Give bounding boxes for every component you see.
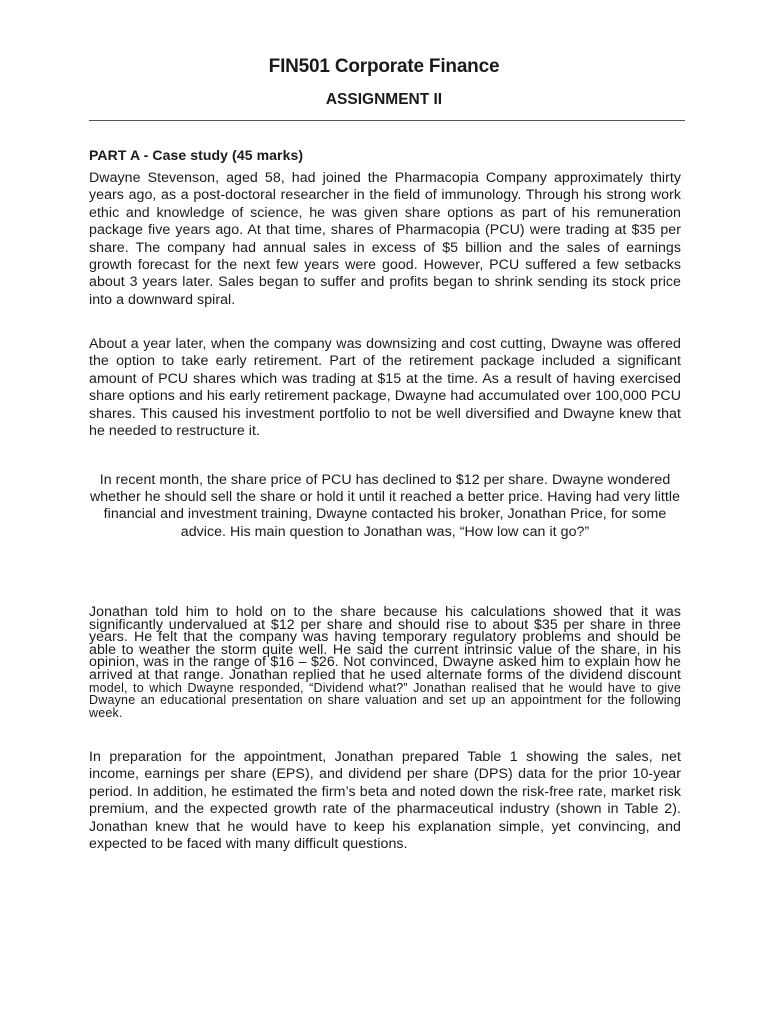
paragraph-background: Dwayne Stevenson, aged 58, had joined the Pharmacopia Company approximately thirty years ago, as a post-doctoral researcher in the field of immunology. Through his strong work ethic and knowledge of science, he was given share options as part of his remuneration package five years ago. At that time, shares of Pharmacopia (PCU) were trading at $35 per share. The company had annual sales in excess of $5 billion and the sales of earnings growth forecast for the next few years were good. However, PCU suffered a few setbacks about 3 years later. Sales began to suffer and profits began to shrink sending its stock price into a downward spiral. [89,170,681,308]
paragraph-question: In recent month, the share price of PCU has declined to $12 per share. Dwayne wondered whether he should sell the share or hold it until it reached a better price. Having had very little financial and investment training, Dwayne contacted his broker, Jonathan Price, for some advice. His main question to Jonathan was, “How low can it go?” [89,472,681,540]
assignment-title: ASSIGNMENT II [325,91,443,108]
course-title: FIN501 Corporate Finance [268,56,500,77]
paragraph-retirement: About a year later, when the company was downsizing and cost cutting, Dwayne was offered the option to take early retirement. Part of the retirement package included a significant amount of PCU shares which was trading at $15 at the time. As a result of having exercised share options and his early retirement package, Dwayne had accumulated over 100,000 PCU shares. This caused his investment portfolio to not be well diversified and Dwayne knew that he needed to restructure it. [89,336,681,440]
paragraph-preparation: In preparation for the appointment, Jonathan prepared Table 1 showing the sales, net income, earnings per share (EPS), and dividend per share (DPS) data for the prior 10-year period. In addition, he estimated the firm’s beta and noted down the risk-free rate, market risk premium, and the expected growth rate of the pharmaceutical industry (shown in Table 2). Jonathan knew that he would have to keep his explanation simple, yet convincing, and expected to be faced with many difficult questions. [89,749,681,853]
broker-advice-continuation: model, to which Dwayne responded, “Dividend what?” Jonathan realised that he would have to give Dwayne an educational presentation on share valuation and set up an appointment for the following week. [89,680,681,720]
part-a-heading: PART A - Case study (45 marks) [89,147,304,163]
header-divider [89,120,685,121]
broker-advice-text: Jonathan told him to hold on to the share because his calculations showed that it was significantly undervalued at $12 per share and should rise to about $35 per share in three years. He felt that the company was having temporary regulatory problems and should be able to weather the storm quite well. He said the current intrinsic value of the share, in his opinion, was in the range of $16 – $26. Not convinced, Dwayne asked him to explain how he arrived at that range. Jonathan replied that he used alternate forms of the dividend discount [89,604,681,683]
paragraph-broker-advice [89,606,681,719]
